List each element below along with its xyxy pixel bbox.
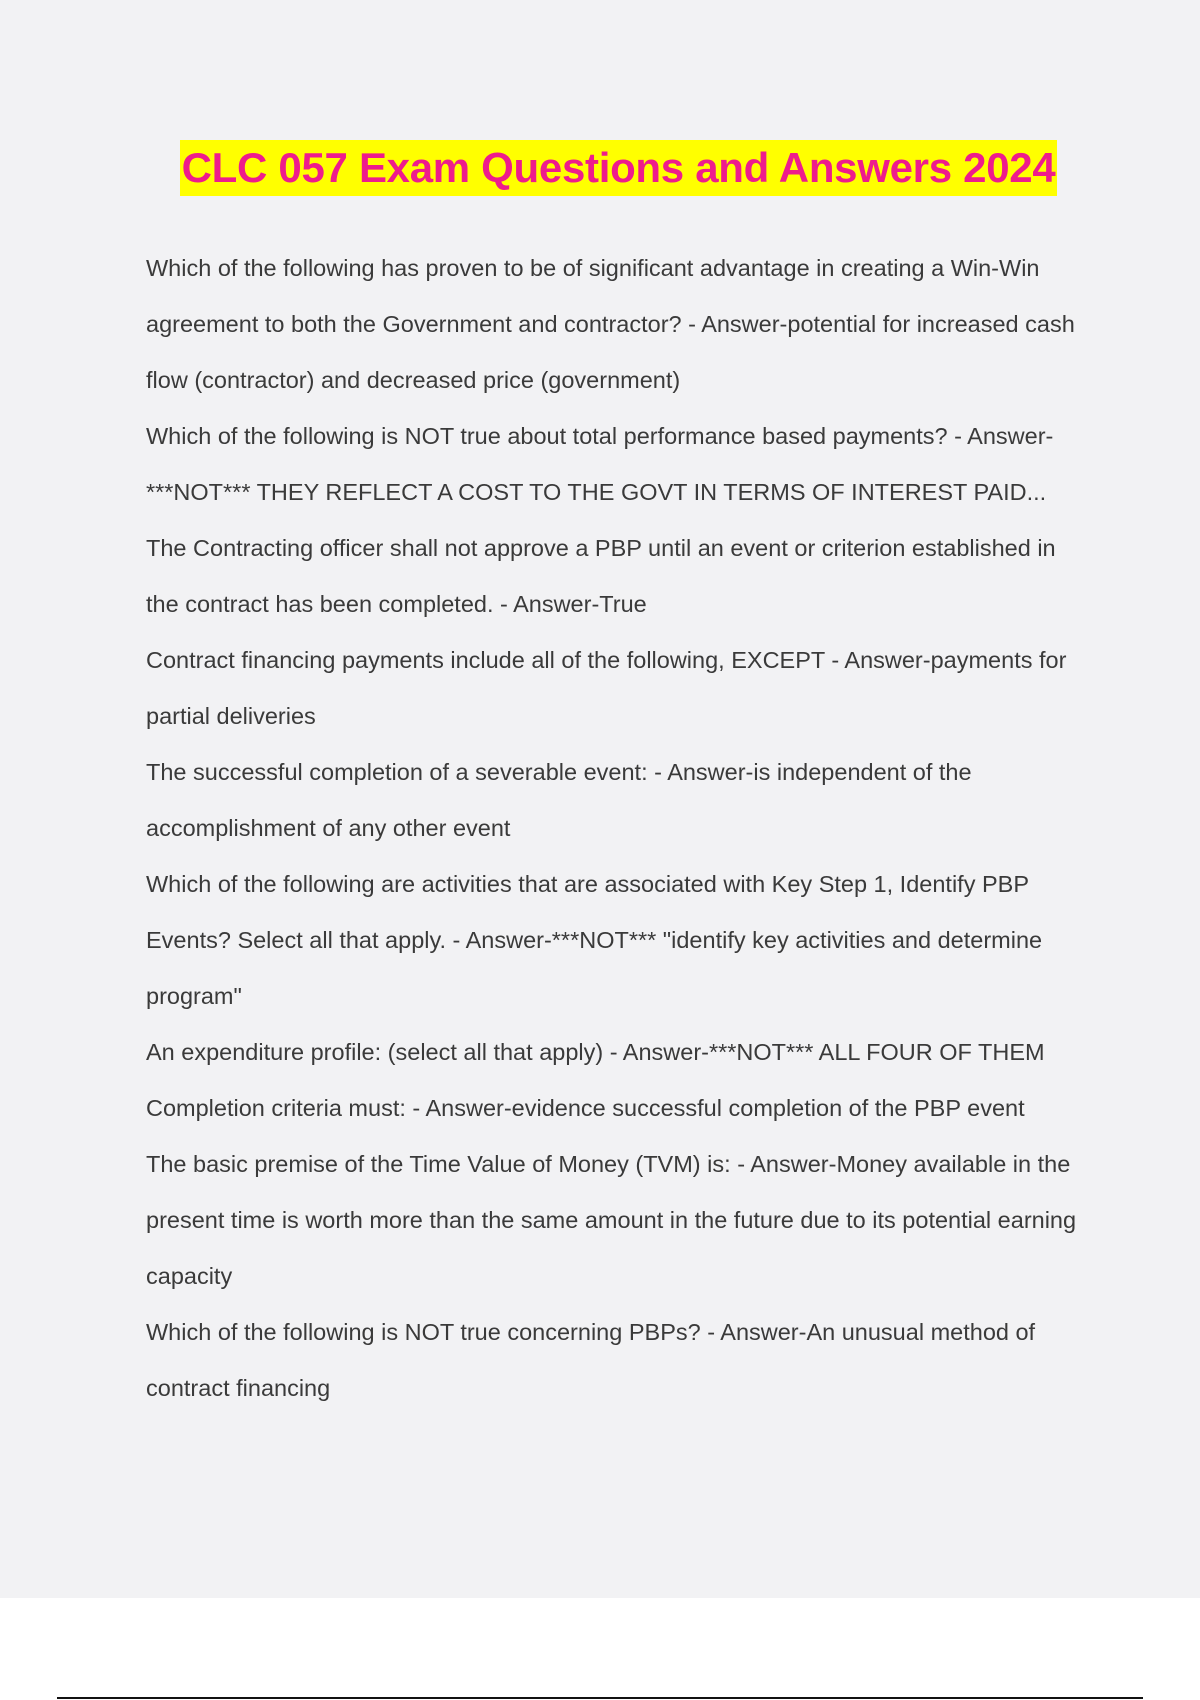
qa-item-10: Which of the following is NOT true concerning PBPs? - Answer-An unusual method of contract financing (146, 1319, 1036, 1401)
qa-item-2: Which of the following is NOT true about total performance based payments? - Answer-***NOT*** THEY REFLECT A COST TO THE GOVT IN TERMS OF INTEREST PAID... (146, 423, 1054, 505)
title-container (0, 140, 1200, 196)
document-title: CLC 057 Exam Questions and Answers 2024 (180, 140, 1058, 196)
qa-item-3: The Contracting officer shall not approve a PBP until an event or criterion established in the contract has been completed. - Answer-True (146, 535, 1056, 617)
footer-divider (57, 1697, 1143, 1699)
qa-item-4: Contract financing payments include all of the following, EXCEPT - Answer-payments for partial deliveries (146, 647, 1067, 729)
qa-item-9: The basic premise of the Time Value of Money (TVM) is: - Answer-Money available in the present time is worth more than the same amount in the future due to its potential earning capacity (146, 1151, 1077, 1289)
qa-item-1: Which of the following has proven to be of significant advantage in creating a Win-Win agreement to both the Government and contractor? - Answer-potential for increased cash flow (contractor) and decreased price (government) (146, 255, 1075, 393)
qa-item-7: An expenditure profile: (select all that apply) - Answer-***NOT*** ALL FOUR OF THEM (146, 1039, 1045, 1065)
qa-item-5: The successful completion of a severable event: - Answer-is independent of the accomplishment of any other event (146, 759, 972, 841)
qa-item-6: Which of the following are activities that are associated with Key Step 1, Identify PBP Events? Select all that apply. - Answer-***NOT*** "identify key activities and determine program" (146, 871, 1043, 1009)
qa-item-8: Completion criteria must: - Answer-evidence successful completion of the PBP event (146, 1095, 1025, 1121)
qa-list (146, 240, 1091, 1416)
